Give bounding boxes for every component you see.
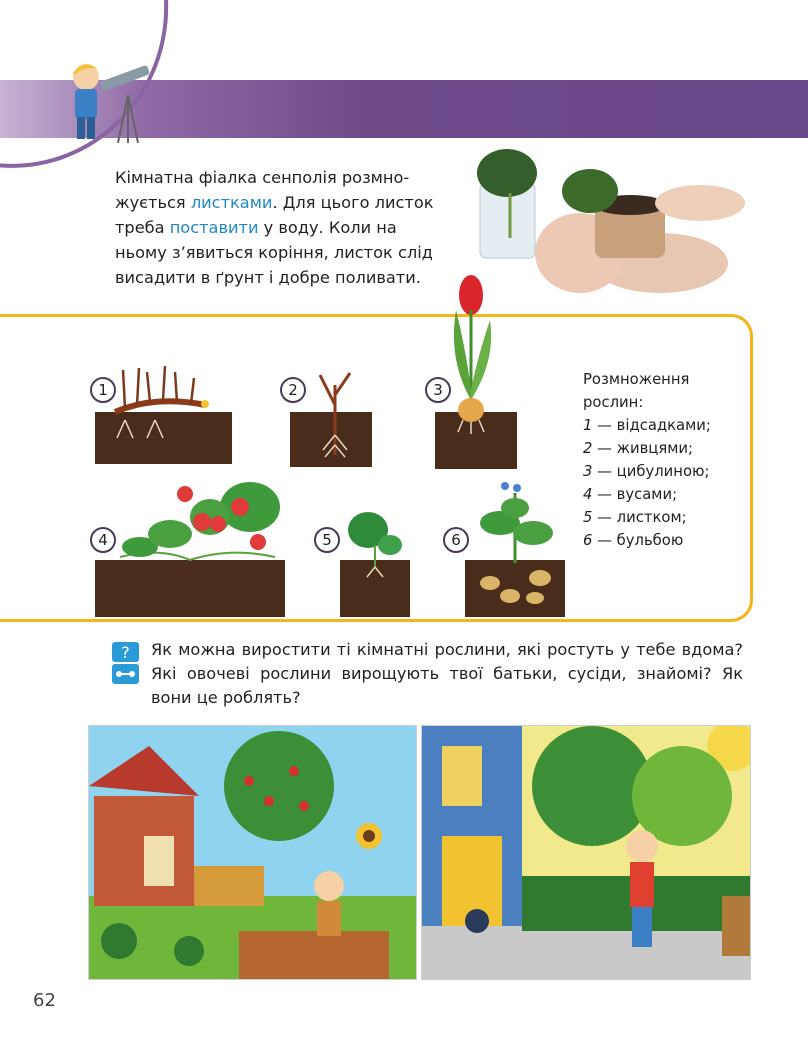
boy-telescope-illustration bbox=[58, 55, 158, 145]
propagation-legend bbox=[583, 368, 711, 552]
garden-illustration-left bbox=[88, 725, 417, 980]
legend-item-5: 5 — листком; bbox=[583, 509, 687, 526]
leaf-propagation-illustration bbox=[340, 505, 410, 580]
number-badge-3: 3 bbox=[425, 377, 451, 403]
legend-item-2: 2 — живцями; bbox=[583, 440, 694, 457]
question-puzzle-icon bbox=[111, 641, 140, 685]
discussion-question: Як можна виростити ті кімнатні рослини, які ростуть у тебе вдома? Які овочеві рослини вирощують твої батьки, сусіди, знайомі? Як вони це роблять? bbox=[151, 640, 743, 707]
legend-item-3: 3 — цибулиною; bbox=[583, 463, 710, 480]
legend-title-line2: рослин: bbox=[583, 394, 644, 411]
highlight-leaves: листками bbox=[190, 193, 273, 212]
potato-tuber-illustration bbox=[465, 478, 565, 618]
intro-paragraph: Кімнатна фіалка сенполія розмно- жується листками. Для цього листок треба поставити у воду. Коли на ньому з’явиться коріння, листок слід висадити в ґрунт і добре поливати. bbox=[115, 168, 434, 287]
legend-item-6: 6 — бульбою bbox=[583, 532, 684, 549]
cutting-plant-illustration bbox=[300, 365, 370, 465]
number-badge-6: 6 bbox=[443, 527, 469, 553]
number-badge-4: 4 bbox=[90, 527, 116, 553]
highlight-place: поставити bbox=[169, 218, 259, 237]
strawberry-runners-illustration bbox=[100, 472, 290, 582]
page-number: 62 bbox=[33, 990, 56, 1011]
legend-item-4: 4 — вусами; bbox=[583, 486, 678, 503]
garden-illustration-right bbox=[421, 725, 751, 980]
svg-text:?: ? bbox=[121, 643, 130, 662]
layering-plant-illustration bbox=[95, 360, 235, 460]
number-badge-2: 2 bbox=[280, 377, 306, 403]
legend-item-1: 1 — відсадками; bbox=[583, 417, 711, 434]
legend-title-line1: Розмноження bbox=[583, 371, 690, 388]
number-badge-5: 5 bbox=[314, 527, 340, 553]
tulip-bulb-illustration bbox=[438, 270, 518, 445]
number-badge-1: 1 bbox=[90, 377, 116, 403]
